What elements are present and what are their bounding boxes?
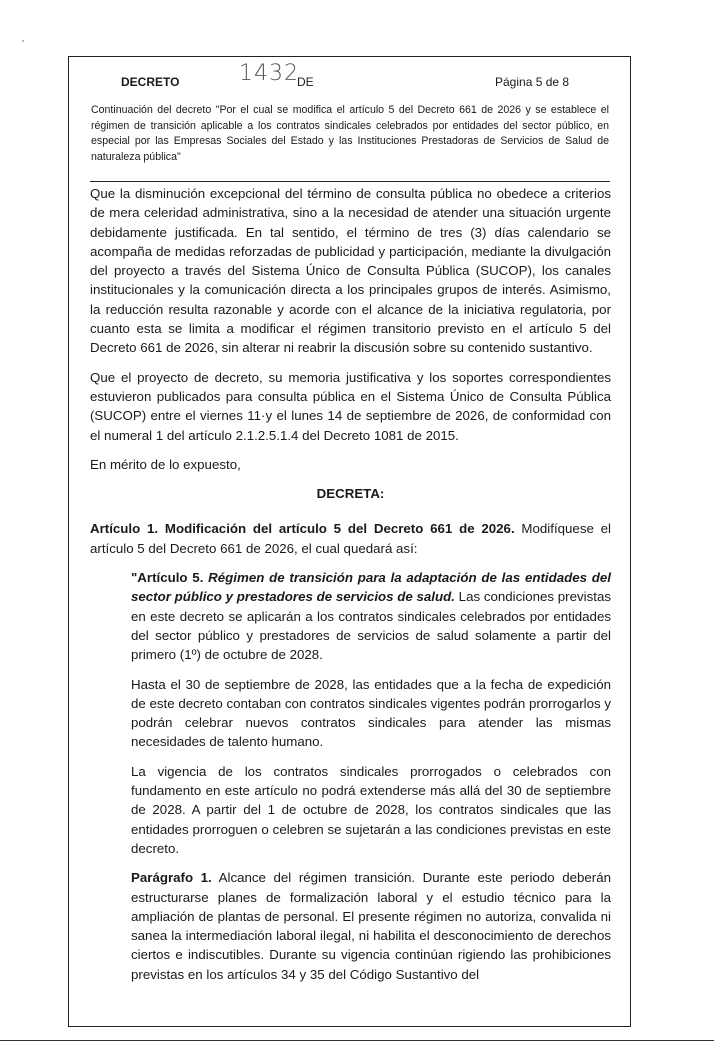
article-1-text: Modifíquese el artículo 5 del Decreto 661 de 2026, el cual quedará así: [90, 521, 611, 556]
decreto-label: DECRETO [121, 75, 180, 89]
article-1-title: Artículo 1. Modificación del artículo 5 del Decreto 661 de 2026. [90, 521, 515, 537]
scan-bottom-edge [0, 1040, 714, 1041]
document-body [90, 184, 611, 994]
page-indicator: Página 5 de 8 [495, 75, 570, 89]
paragrafo-1-text: Alcance del régimen transición. Durante este periodo deberán estructurarse planes de formalización laboral y el estudio técnico para la ampliación de plantas de personal. El presente régimen no autoriza, convalida ni sanea la intermediación laboral ilegal, ni habilita el desconocimiento de derechos ciertos e indiscutibles. Durante su vigencia continúan rigiendo las prohibiciones previstas en los artículos 34 y 35 del Código Sustantivo del [131, 870, 611, 982]
paragrafo-1 [131, 868, 611, 984]
article-5-title: Régimen de transición para la adaptación de las entidades del sector público y prestadores de servicios de salud. [131, 570, 611, 605]
decree-number: 1432 [239, 61, 299, 86]
paragraph-vigencia: La vigencia de los contratos sindicales prorrogados o celebrados con fundamento en este artículo no podrá extenderse más allá del 30 de septiembre de 2028. A partir del 1 de octubre de 2028, los contratos sindicales que las entidades prorroguen o celebren se sujetarán a las condiciones previstas en este decreto. [131, 763, 611, 856]
article-5-label: "Artículo 5. [131, 570, 204, 586]
paragrafo-1-label: Parágrafo 1. [131, 870, 212, 886]
header-rule [90, 181, 610, 182]
paragraph-merito: En mérito de lo expuesto, [90, 456, 241, 472]
continuation-title: Continuación del decreto "Por el cual se modifica el artículo 5 del Decreto 661 de 2026 y se establece el régimen de transición aplicable a los contratos sindicales celebrados por entidades del sector público, en especial por las Empresas Sociales del Estado y las Instituciones Prestadoras de Servicios de Salud de naturaleza pública" [91, 104, 609, 163]
decreta-heading: DECRETA: [316, 486, 385, 502]
article-5-text: Las condiciones previstas en este decreto se aplicarán a los contratos sindicales celebrados por entidades del sector público y prestadores de servicios de salud solamente a partir del primero (1º) de octubre de 2028. [131, 589, 611, 663]
article-5 [131, 568, 611, 664]
paragraph-hasta: Hasta el 30 de septiembre de 2028, las entidades que a la fecha de expedición de este decreto contaban con contratos sindicales vigentes podrán prorrogarlos y podrán celebrar nuevos contratos sindicales para atender las mismas necesidades de talento humano. [131, 676, 611, 750]
article-1 [90, 519, 611, 558]
de-label: DE [297, 75, 314, 89]
page-frame [68, 56, 631, 1027]
document-header [121, 61, 581, 99]
scan-speck [22, 40, 24, 42]
paragraph-publicacion: Que el proyecto de decreto, su memoria justificativa y los soportes correspondientes estuvieron publicados para consulta pública en el Sistema Único de Consulta Pública (SUCOP) entre el viernes 11·y el lunes 14 de septiembre de 2026, de conformidad con el numeral 1 del artículo 2.1.2.5.1.4 del Decreto 1081 de 2015. [90, 369, 611, 443]
paragraph-consulta: Que la disminución excepcional del término de consulta pública no obedece a criterios de mera celeridad administrativa, sino a la necesidad de atender una situación urgente debidamente justificada. En tal sentido, el término de tres (3) días calendario se acompaña de medidas reforzadas de publicidad y participación, mediante la divulgación del proyecto a través del Sistema Único de Consulta Pública (SUCOP), los canales institucionales y la comunicación directa a los principales grupos de interés. Asimismo, la reducción resulta razonable y acorde con el alcance de la iniciativa regulatoria, por cuanto esta se limita a modificar el régimen transitorio previsto en el artículo 5 del Decreto 661 de 2026, sin alterar ni reabrir la discusión sobre su contenido sustantivo. [90, 186, 611, 356]
